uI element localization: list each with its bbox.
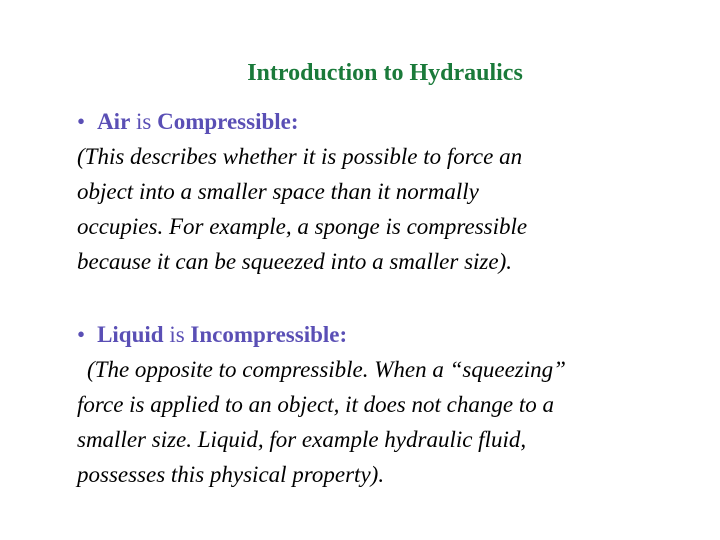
bullet-air (77, 104, 677, 279)
bullet-liquid (77, 317, 677, 492)
bullet-colon: : (290, 109, 299, 134)
description-line: occupies. For example, a sponge is compressible (77, 214, 528, 239)
bullet-marker: • (77, 109, 86, 134)
bullet-connector: is (169, 322, 185, 347)
bullet-property: Compressible (157, 109, 291, 134)
description-line: possesses this physical property). (77, 462, 385, 487)
description-line: because it can be squeezed into a smaller size). (77, 249, 512, 274)
description-line: (The opposite to compressible. When a “squeezing” (87, 357, 566, 382)
bullet-term: Liquid (97, 322, 164, 347)
bullet-property: Incompressible (190, 322, 340, 347)
bullet-heading (77, 104, 677, 139)
bullet-connector: is (136, 109, 152, 134)
description-line: object into a smaller space than it normally (77, 179, 479, 204)
bullet-marker: • (77, 322, 86, 347)
slide-title: Introduction to Hydraulics (247, 60, 523, 86)
bullet-term: Air (97, 109, 131, 134)
description-line: force is applied to an object, it does not change to a (77, 392, 554, 417)
description-line: (This describes whether it is possible to force an (77, 144, 523, 169)
bullet-heading (77, 317, 677, 352)
bullet-colon: : (339, 322, 348, 347)
description-line: smaller size. Liquid, for example hydraulic fluid, (77, 427, 527, 452)
